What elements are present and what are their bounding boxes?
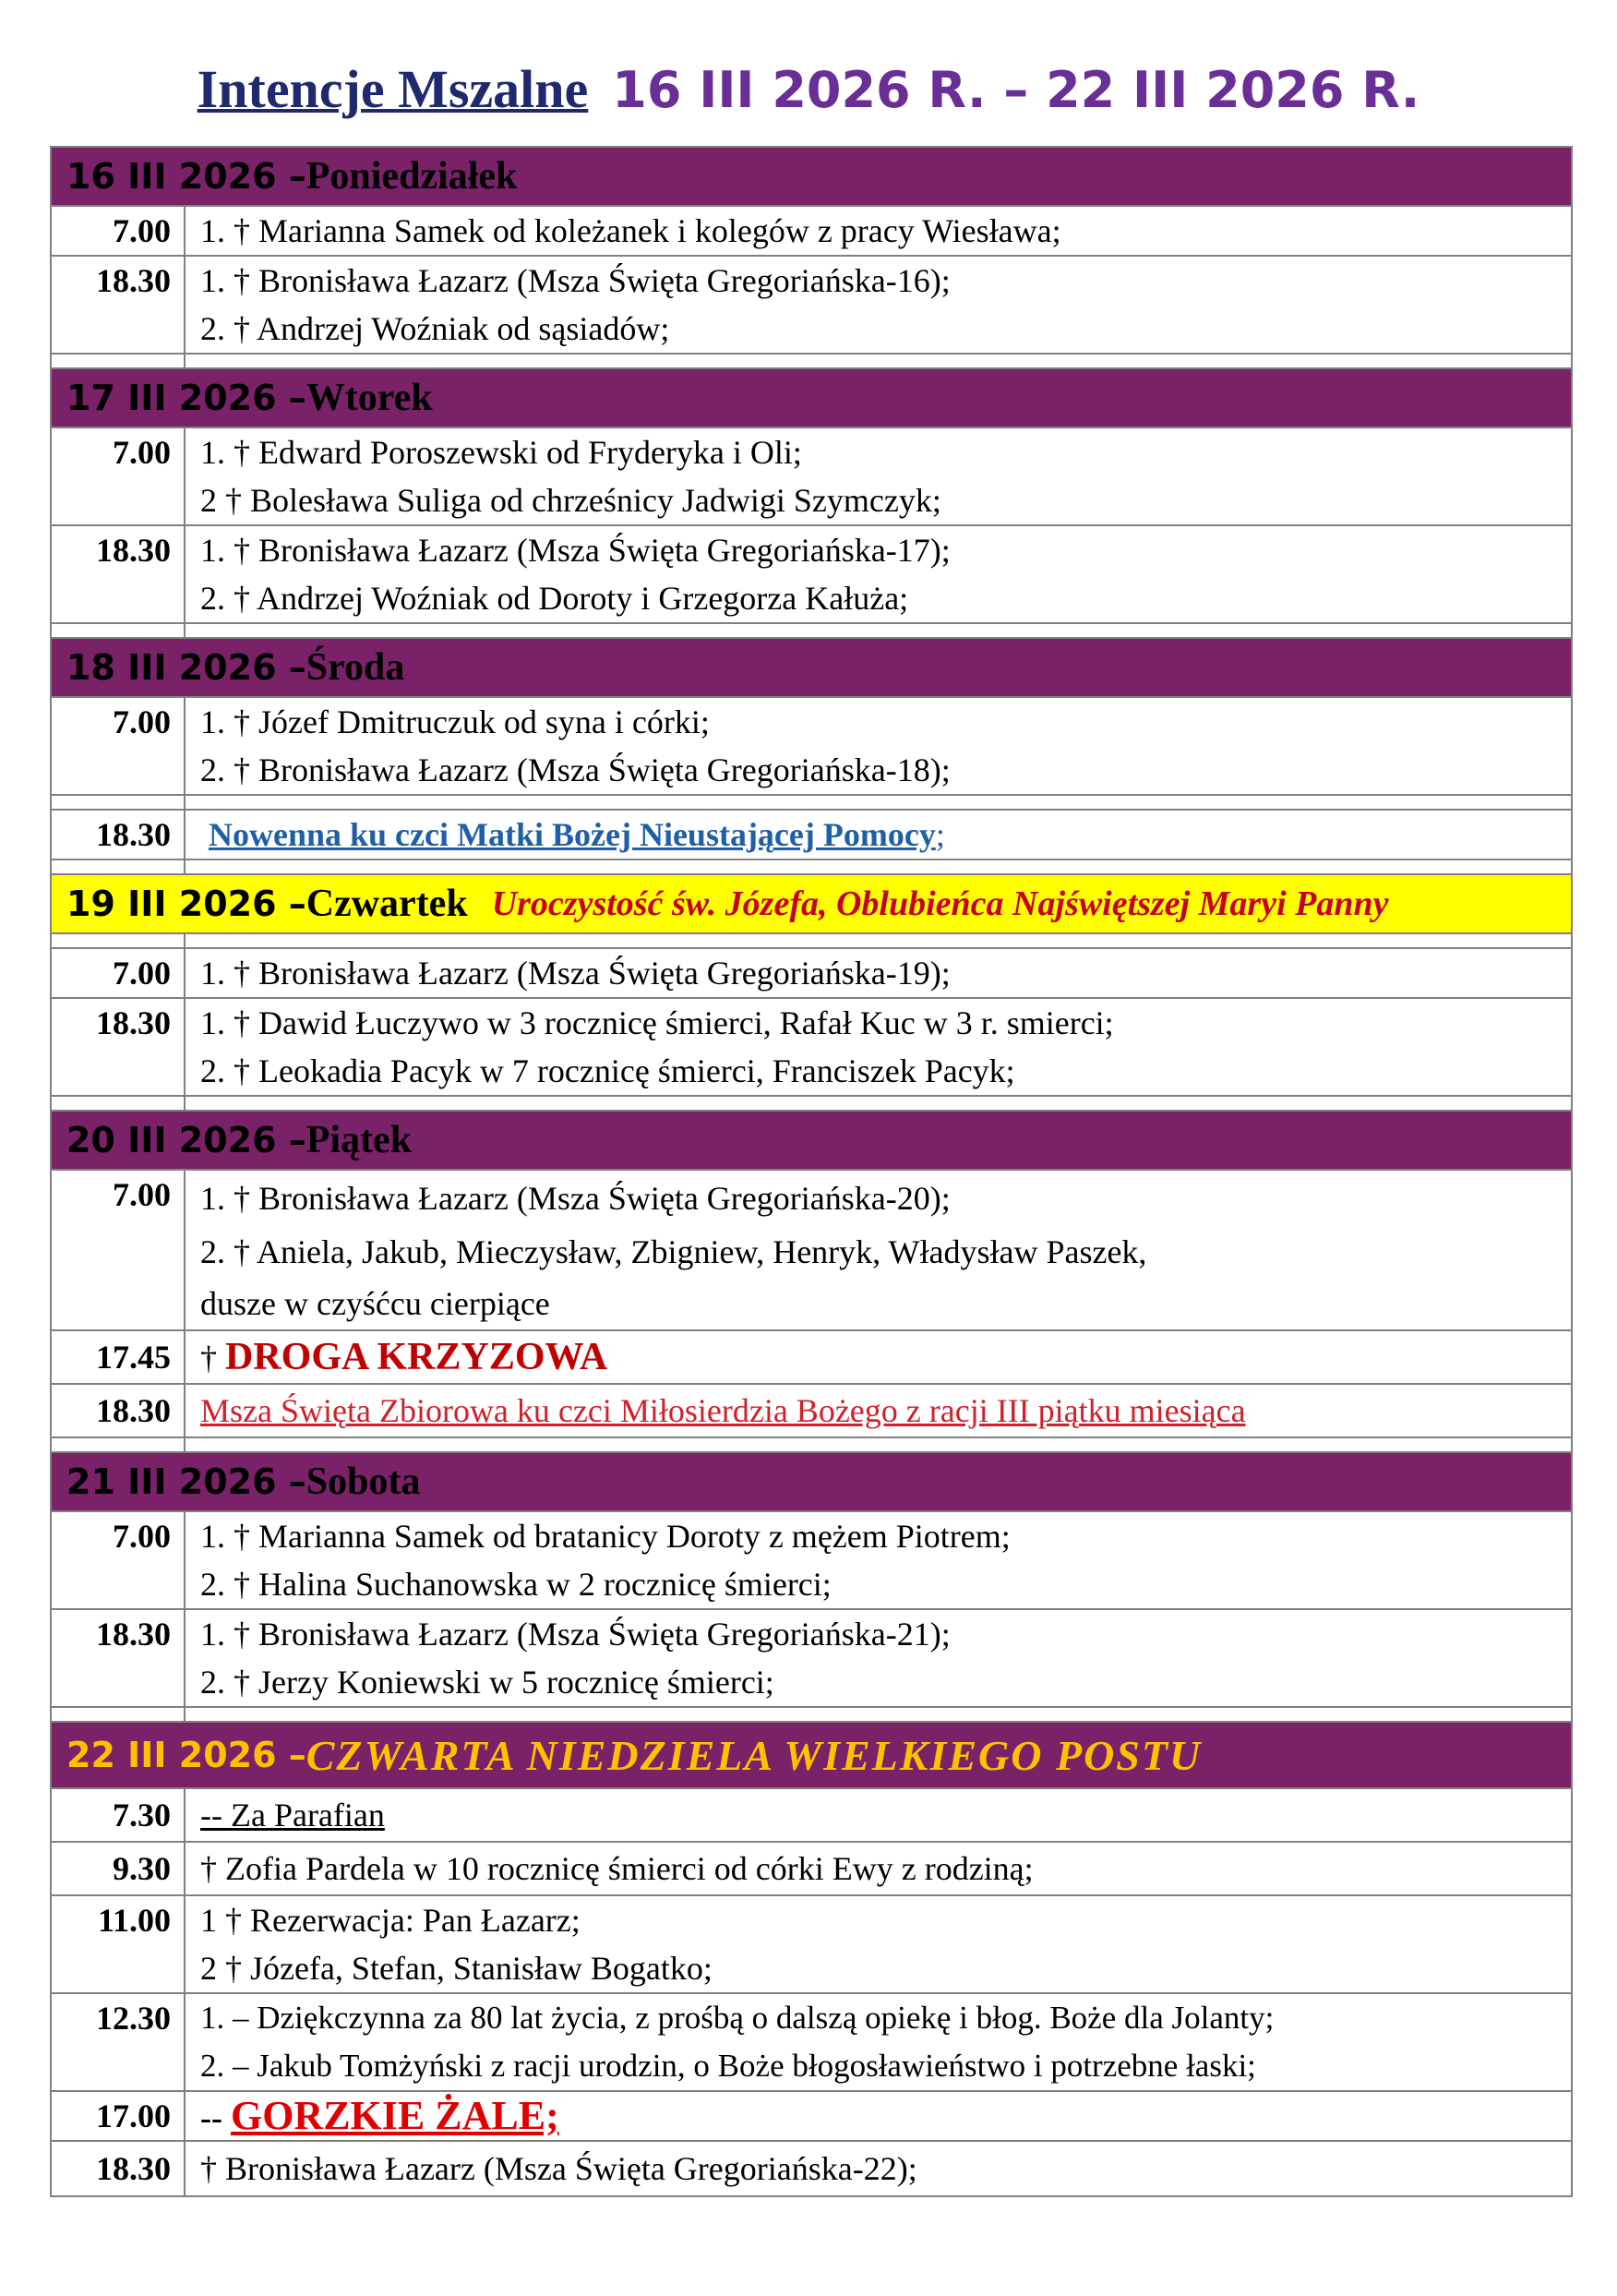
mass-row xyxy=(52,811,1571,860)
mass-intentions xyxy=(186,1171,1571,1329)
mass-time: 17.00 xyxy=(52,2092,186,2140)
intention-line: † Bronisława Łazarz (Msza Święta Gregoriańska-22); xyxy=(200,2150,917,2187)
mass-time: 18.30 xyxy=(52,1385,186,1437)
mass-time: 7.30 xyxy=(52,1789,186,1841)
mass-row xyxy=(52,1843,1571,1896)
mass-row xyxy=(52,428,1571,526)
mass-time: 18.30 xyxy=(52,811,186,859)
day-header-sunday xyxy=(52,1723,1571,1789)
intention-line: dusze w czyśćcu cierpiące xyxy=(200,1285,550,1322)
row-spacer xyxy=(52,355,1571,369)
row-spacer xyxy=(52,624,1571,639)
mass-row xyxy=(52,1789,1571,1843)
intention-line: 1. – Dziękczynna za 80 lat życia, z prośbą o dalszą opiekę i błog. Boże dla Jolanty; xyxy=(200,2000,1275,2036)
intention-line: † Zofia Pardela w 10 rocznicę śmierci od córki Ewy z rodziną; xyxy=(200,1850,1034,1887)
intention-line: 1. † Bronisława Łazarz (Msza Święta Gregoriańska-20); xyxy=(200,1180,951,1217)
intention-line: 1. † Józef Dmitruczuk od syna i córki; xyxy=(200,703,710,740)
mass-intentions xyxy=(186,257,1571,353)
day-date: 17 III 2026 – xyxy=(66,378,306,418)
page-title xyxy=(0,57,1617,123)
mass-time: 12.30 xyxy=(52,1994,186,2090)
day-name: Czwartek xyxy=(305,883,468,925)
gorzkie-zale: GORZKIE ŻALE; xyxy=(230,2093,559,2138)
intention-line: 1. † Edward Poroszewski od Fryderyka i Oli; xyxy=(200,434,802,471)
intention-line: 1. † Bronisława Łazarz (Msza Święta Gregoriańska-17); xyxy=(200,532,951,569)
mass-time: 18.30 xyxy=(52,2142,186,2195)
droga-krzyzowa: DROGA KRZYZOWA xyxy=(225,1336,608,1378)
mass-row xyxy=(52,1385,1571,1438)
intention-line: 1. † Bronisława Łazarz (Msza Święta Gregoriańska-16); xyxy=(200,262,951,299)
day-header-wednesday xyxy=(52,639,1571,698)
intention-line xyxy=(200,2092,1571,2140)
intention-line: 1. † Marianna Samek od bratanicy Doroty z mężem Piotrem; xyxy=(200,1518,1011,1555)
mass-time: 9.30 xyxy=(52,1843,186,1894)
intention-line: 1. † Bronisława Łazarz (Msza Święta Gregoriańska-19); xyxy=(200,955,951,992)
mass-time: 7.00 xyxy=(52,698,186,794)
cross-icon: † xyxy=(200,1340,225,1376)
day-date: 18 III 2026 – xyxy=(66,647,306,688)
row-spacer xyxy=(52,860,1571,875)
mass-row xyxy=(52,2142,1571,2195)
intention-line: 2. † Halina Suchanowska w 2 rocznicę śmierci; xyxy=(200,1566,832,1603)
mass-row xyxy=(52,1610,1571,1708)
day-name: Poniedziałek xyxy=(305,155,518,198)
mass-intentions xyxy=(186,1896,1571,1992)
title-date-range: 16 III 2026 R. – 22 III 2026 R. xyxy=(612,61,1420,119)
mass-row xyxy=(52,1896,1571,1994)
row-spacer xyxy=(52,1438,1571,1453)
day-date: 22 III 2026 – xyxy=(66,1735,306,1775)
mass-row xyxy=(52,1512,1571,1610)
intention-line xyxy=(200,1331,1571,1383)
day-header-monday xyxy=(52,148,1571,207)
mass-intentions xyxy=(186,698,1571,794)
mass-intentions xyxy=(186,2092,1571,2140)
day-header-thursday xyxy=(52,875,1571,934)
mass-intentions xyxy=(186,1331,1571,1383)
intention-line xyxy=(200,811,1571,859)
intention-line: 2 † Bolesława Suliga od chrześnicy Jadwigi Szymczyk; xyxy=(200,482,941,519)
mass-time: 18.30 xyxy=(52,526,186,622)
schedule-table xyxy=(50,146,1573,2197)
mass-row xyxy=(52,526,1571,624)
intention-line: 2. † Andrzej Woźniak od sąsiadów; xyxy=(200,310,670,347)
mass-intentions xyxy=(186,1994,1571,2090)
mass-intentions xyxy=(186,999,1571,1095)
mass-intentions xyxy=(186,428,1571,524)
title-main: Intencje Mszalne xyxy=(197,59,589,119)
feast-title: Uroczystość św. Józefa, Oblubieńca Najświętszej Maryi Panny xyxy=(491,884,1389,923)
intention-line: 2. † Bronisława Łazarz (Msza Święta Gregoriańska-18); xyxy=(200,751,951,788)
dash-prefix: -- xyxy=(200,2099,231,2136)
mass-time: 18.30 xyxy=(52,1610,186,1706)
mass-intentions xyxy=(186,1610,1571,1706)
intention-line: 1. † Marianna Samek od koleżanek i kolegów z pracy Wiesława; xyxy=(200,212,1061,249)
mass-row xyxy=(52,207,1571,257)
intention-line: 2. † Jerzy Koniewski w 5 rocznicę śmierci; xyxy=(200,1664,774,1701)
mass-time: 11.00 xyxy=(52,1896,186,1992)
mass-row xyxy=(52,949,1571,999)
novena-link[interactable]: Nowenna ku czci Matki Bożej Nieustającej Pomocy xyxy=(209,816,936,853)
day-header-saturday xyxy=(52,1453,1571,1512)
mass-row xyxy=(52,1994,1571,2092)
day-name: Środa xyxy=(305,646,405,689)
mass-intentions xyxy=(186,526,1571,622)
mass-intentions xyxy=(186,1385,1571,1437)
mass-time: 17.45 xyxy=(52,1331,186,1383)
mass-time: 7.00 xyxy=(52,1171,186,1329)
mass-row xyxy=(52,698,1571,796)
row-spacer xyxy=(52,796,1571,811)
intention-line: 2. † Aniela, Jakub, Mieczysław, Zbigniew, Henryk, Władysław Paszek, xyxy=(200,1233,1147,1270)
day-name: Wtorek xyxy=(305,377,433,419)
mass-intentions xyxy=(186,811,1571,859)
mass-intentions xyxy=(186,949,1571,997)
mass-time: 7.00 xyxy=(52,428,186,524)
mass-row xyxy=(52,1331,1571,1385)
intention-line: 2. † Andrzej Woźniak od Doroty i Grzegorza Kałuża; xyxy=(200,580,909,617)
intention-line: 1 † Rezerwacja: Pan Łazarz; xyxy=(200,1902,581,1939)
mass-time: 7.00 xyxy=(52,949,186,997)
novena-end: ; xyxy=(935,816,945,853)
row-spacer xyxy=(52,1708,1571,1723)
day-header-tuesday xyxy=(52,369,1571,428)
row-spacer xyxy=(52,934,1571,949)
intention-line xyxy=(200,1385,1571,1437)
day-name: Piątek xyxy=(305,1119,413,1161)
day-date: 19 III 2026 – xyxy=(66,884,306,924)
intention-line: 2 † Józefa, Stefan, Stanisław Bogatko; xyxy=(200,1950,713,1987)
intention-line: 1. † Bronisława Łazarz (Msza Święta Gregoriańska-21); xyxy=(200,1616,951,1653)
mass-intentions xyxy=(186,1512,1571,1608)
zbiorowa-link[interactable]: Msza Święta Zbiorowa ku czci Miłosierdzia Bożego z racji III piątku miesiąca xyxy=(200,1392,1246,1429)
mass-intentions xyxy=(186,1843,1571,1894)
intention-line: -- Za Parafian xyxy=(200,1797,385,1833)
mass-row xyxy=(52,2092,1571,2142)
day-date: 16 III 2026 – xyxy=(66,156,306,197)
day-header-friday xyxy=(52,1112,1571,1171)
mass-time: 18.30 xyxy=(52,257,186,353)
intention-line: 1. † Dawid Łuczywo w 3 rocznicę śmierci, Rafał Kuc w 3 r. smierci; xyxy=(200,1004,1114,1041)
mass-intentions xyxy=(186,2142,1571,2195)
mass-time: 7.00 xyxy=(52,207,186,255)
mass-time: 7.00 xyxy=(52,1512,186,1608)
day-date: 21 III 2026 – xyxy=(66,1461,306,1502)
day-date: 20 III 2026 – xyxy=(66,1120,306,1160)
mass-row xyxy=(52,257,1571,355)
mass-intentions xyxy=(186,207,1571,255)
intention-line: 2. – Jakub Tomżyński z racji urodzin, o Boże błogosławieństwo i potrzebne łaski; xyxy=(200,2048,1256,2084)
day-name: Sobota xyxy=(305,1461,421,1503)
mass-row xyxy=(52,1171,1571,1331)
mass-row xyxy=(52,999,1571,1097)
mass-intentions xyxy=(186,1789,1571,1841)
intention-line: 2. † Leokadia Pacyk w 7 rocznicę śmierci, Franciszek Pacyk; xyxy=(200,1052,1015,1089)
row-spacer xyxy=(52,1097,1571,1112)
sunday-title: CZWARTA NIEDZIELA WIELKIEGO POSTU xyxy=(305,1731,1203,1779)
mass-time: 18.30 xyxy=(52,999,186,1095)
